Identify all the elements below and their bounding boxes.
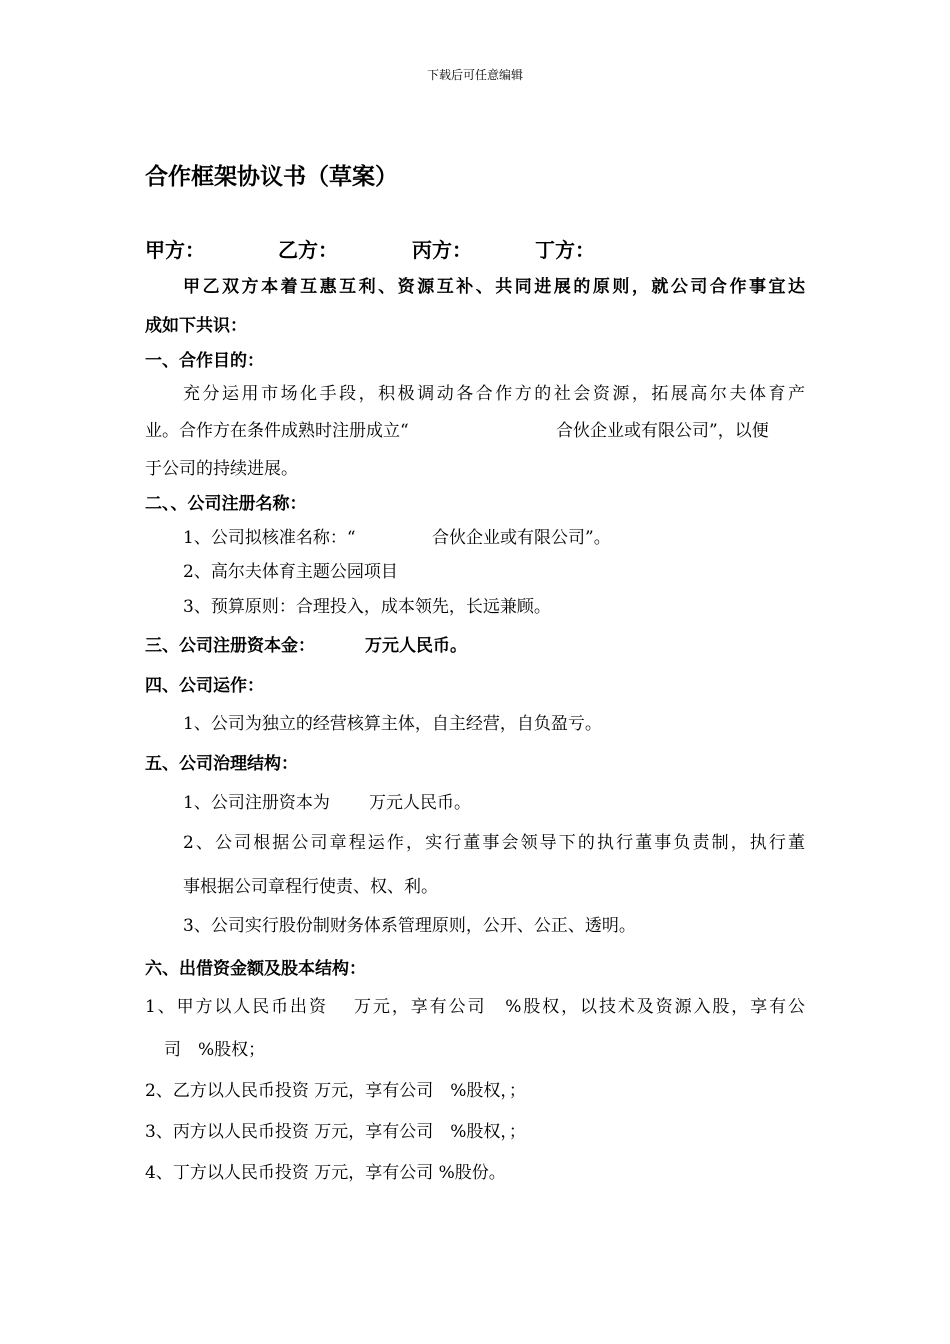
section-4-item-1: 1、公司为独立的经营核算主体，自主经营，自负盈亏。 — [183, 714, 602, 734]
intro-line-2: 成如下共识： — [145, 316, 247, 336]
section-3-value: 万元人民币。 — [365, 636, 467, 656]
section-2-item-3: 3、预算原则：合理投入，成本领先，长远兼顾。 — [183, 597, 551, 617]
section-5-item-1-end: 万元人民币。 — [369, 793, 471, 813]
section-6-item-1-line-1: 1、甲方以人民币出资 万元，享有公司 %股权，以技术及资源入股，享有公 — [145, 997, 805, 1017]
section-5-item-2-line-2: 事根据公司章程行使责、权、利。 — [183, 877, 438, 897]
section-6-item-3: 3、丙方以人民币投资 万元，享有公司 %股权，； — [145, 1122, 526, 1142]
section-1-line-2-end: 合伙企业或有限公司”，以便 — [556, 421, 769, 441]
section-2-item-1-start: 1、公司拟核准名称：“ — [183, 528, 356, 548]
section-3-heading: 三、公司注册资本金： — [145, 636, 315, 656]
section-4-heading: 四、公司运作： — [145, 676, 264, 696]
section-6-item-4: 4、丁方以人民币投资 万元，享有公司 %股份。 — [145, 1163, 506, 1183]
section-1-heading: 一、合作目的： — [145, 351, 264, 371]
party-a-label: 甲方： — [145, 238, 205, 262]
section-5-item-2-line-1: 2、公司根据公司章程运作，实行董事会领导下的执行董事负责制，执行董 — [183, 833, 805, 853]
section-2-heading: 二、、公司注册名称： — [145, 494, 307, 514]
header-note: 下载后可任意编辑 — [426, 68, 523, 82]
section-6-item-2: 2、乙方以人民币投资 万元，享有公司 %股权，； — [145, 1081, 526, 1101]
section-2-item-1-end: 合伙企业或有限公司”。 — [432, 528, 611, 548]
intro-line-1: 甲乙双方本着互惠互利、资源互补、共同进展的原则，就公司合作事宜达 — [183, 277, 805, 297]
section-6-heading: 六、出借资金额及股本结构： — [145, 959, 366, 979]
section-1-line-1: 充分运用市场化手段，积极调动各合作方的社会资源，拓展高尔夫体育产 — [183, 384, 805, 404]
section-5-heading: 五、公司治理结构： — [145, 754, 298, 774]
party-c-label: 丙方： — [412, 238, 472, 262]
party-b-label: 乙方： — [278, 238, 338, 262]
section-2-item-2: 2、高尔夫体育主题公园项目 — [183, 562, 398, 582]
section-5-item-1-start: 1、公司注册资本为 — [183, 793, 330, 813]
section-1-line-2-start: 业。合作方在条件成熟时注册成立“ — [145, 421, 409, 441]
section-5-item-3: 3、公司实行股份制财务体系管理原则，公开、公正、透明。 — [183, 916, 636, 936]
document-title: 合作框架协议书（草案） — [145, 164, 398, 190]
section-1-line-3: 于公司的持续进展。 — [145, 459, 298, 479]
section-6-item-1-line-2: 司 %股权； — [164, 1040, 266, 1060]
party-d-label: 丁方： — [535, 238, 595, 262]
